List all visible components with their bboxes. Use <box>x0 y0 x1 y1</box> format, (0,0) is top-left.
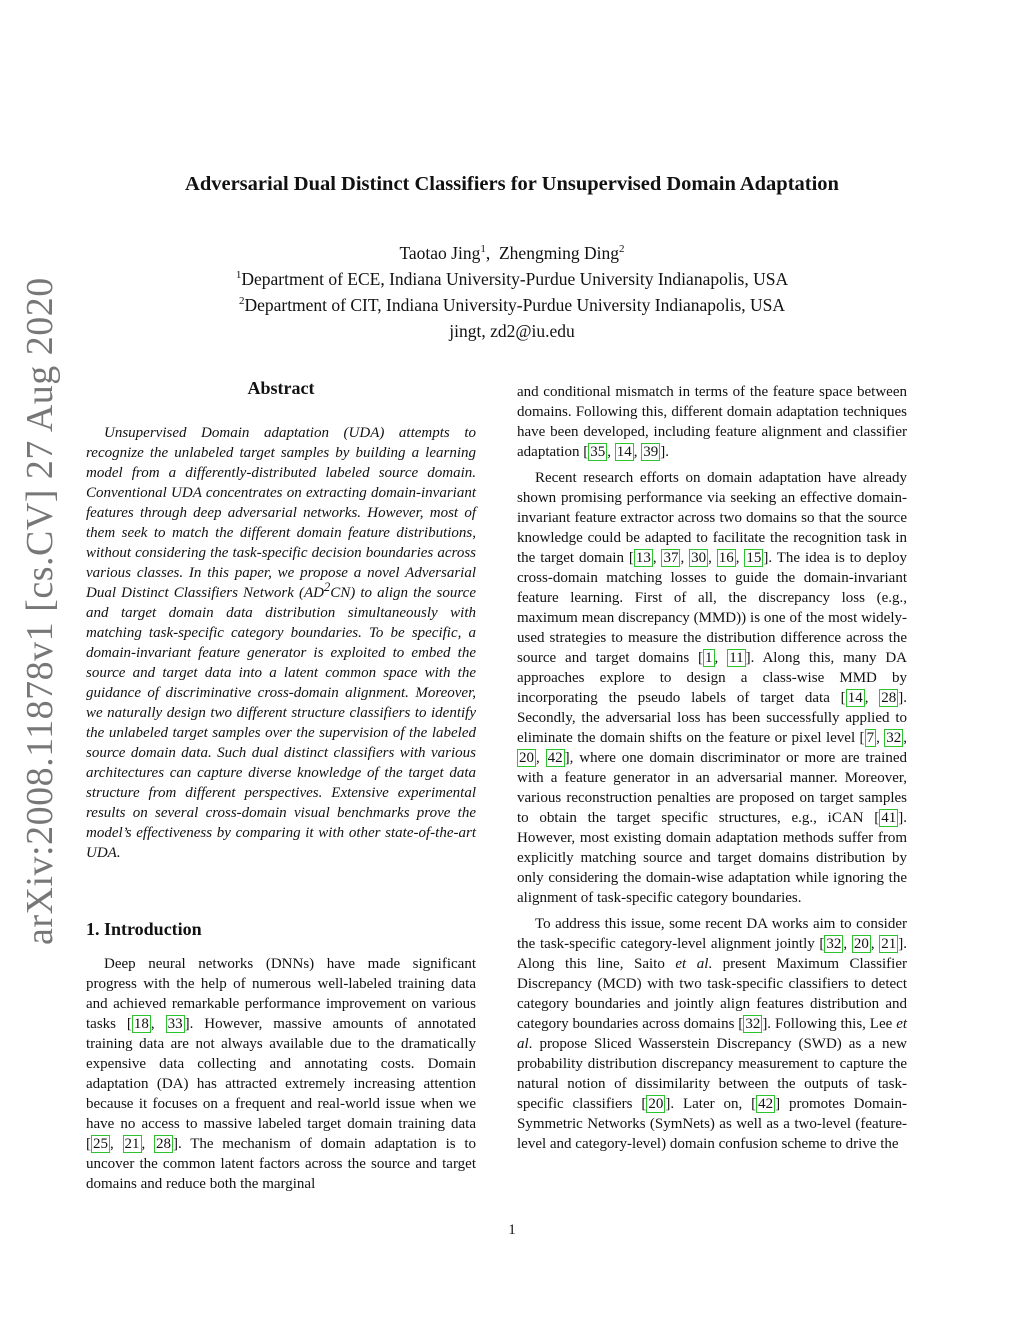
citation-link[interactable]: 42 <box>758 1096 774 1112</box>
author-1: Taotao Jing <box>399 243 481 263</box>
author-block <box>60 240 964 344</box>
section-heading-introduction: 1. Introduction <box>86 919 202 939</box>
citation-link[interactable]: 32 <box>826 936 842 952</box>
citation-link[interactable]: 37 <box>663 550 679 566</box>
citation-link[interactable]: 33 <box>167 1016 183 1032</box>
citation-link[interactable]: 35 <box>590 444 606 460</box>
citation-link[interactable]: 21 <box>881 936 897 952</box>
citation-link[interactable]: 14 <box>847 690 863 706</box>
citation-link[interactable]: 16 <box>718 550 734 566</box>
abstract-body: Unsupervised Domain adaptation (UDA) attempts to recognize the unlabeled target samples by building a learning model from a differently-distributed labeled source domain. Conventional UDA concentrates on extracting domain-invariant features through deep adversarial networks. However, most of them seek to match the different domain feature distributions, without considering the task-specific decision boundaries across various classes. In this paper, we propose a novel Adversarial Dual Distinct Classifiers Network $(AD^2CN)$ to align the source and target domain data distribution simultaneously with matching task-specific category boundaries. To be specific, a domain-invariant feature generator is exploited to embed the source and target data into a latent common space with the guidance of discriminative cross-domain alignment. Moreover, we naturally design two different structure classifiers to identify the unlabeled target samples over the supervision of the labeled source domain data. Such dual distinct classifiers with various architectures can capture diverse knowledge of the target data structure from different perspectives. Extensive experimental results on several cross-domain visual benchmarks prove the model’s effectiveness by comparing it with other state-of-the-art UDA. <box>86 425 476 861</box>
citation-link[interactable]: 15 <box>746 550 762 566</box>
author-2: Zhengming Ding <box>498 243 620 263</box>
introduction-text: Deep neural networks (DNNs) have made significant progress with the help of numerous well-labeled training data and achieved remarkable performance improvement on various tasks [ 18 , 33 ]. However, massive amounts of annotated training data are not always available due to the dramatically expensive data collecting and annotating costs. Domain adaptation (DA) has attracted extremely increasing attention because it focuses on a frequent and real-world issue when we have no access to massive labeled target domain training data [ 25 , 21 , 28 ]. The mechanism of domain adaptation is to uncover the common latent factors across the source and target domains and reduce both the marginal <box>86 956 476 1192</box>
citation-link[interactable]: 13 <box>635 550 651 566</box>
affiliation-2: $^2$Department of CIT, Indiana University-Purdue University Indianapolis, USA <box>238 295 786 315</box>
arxiv-stamp: arXiv:2008.11878v1 [cs.CV] 27 Aug 2020 <box>19 277 61 945</box>
author-1-sup: 1 <box>480 243 486 256</box>
citation-link[interactable]: 21 <box>124 1136 140 1152</box>
author-email: jingt, zd2@iu.edu <box>449 321 575 341</box>
citation-link[interactable]: 28 <box>156 1136 171 1152</box>
citation-link[interactable]: 20 <box>853 936 869 952</box>
citation-link[interactable]: 30 <box>691 550 707 566</box>
citation-link[interactable]: 41 <box>881 810 897 826</box>
citation-link[interactable]: 7 <box>866 730 875 746</box>
citation-link[interactable]: 20 <box>648 1096 664 1112</box>
citation-link[interactable]: 39 <box>643 444 659 460</box>
citation-link[interactable]: 20 <box>519 750 534 766</box>
author-2-sup: 2 <box>619 243 625 256</box>
right-column-text: and conditional mismatch in terms of the feature space between domains. Following this, different domain adaptation techniques have been developed, including feature alignment and classifier adaptation [ 35 , 14 , 39 ]. Recent research efforts on domain adaptation have already shown promising performance via seeking an effective domain-invariant feature extractor across two domains so that the source knowledge could be adapted to facilitate the recognition task in the target domain [ 13 , 37 , 30 , 16 , 15 ]. The idea is to deploy cross-domain matching losses to guide the domain-invariant feature learning. First of all, the discrepancy loss (e.g., maximum mean discrepancy (MMD)) is one of the most widely-used strategies to measure the distribution difference across the source and target domains [ 1 , 11 ]. Along this, many DA approaches explore to design a class-wise MMD by incorporating the pseudo labels of target data [ 14 , 28 ]. Secondly, the adversarial loss has been successfully applied to eliminate the domain shifts on the feature or pixel level [ 7 , 32 , 20 , 42 ], where one domain discriminator or more are trained with a feature generator in an adversarial manner. Moreover, various reconstruction penalties are proposed on target samples to obtain the target specific structures, e.g., iCAN [ 41 ]. However, most existing domain adaptation methods suffer from explicitly matching source and target domains distribution by only considering the domain-wise adaptation while ignoring the alignment of task-specific category boundaries. To address this issue, some recent DA works aim to consider the task-specific category-level alignment jointly [ 32 , 20 , 21 ]. Along this line, Saito et al. present Maximum Classifier Discrepancy (MCD) with two task-specific classifiers to detect category boundaries and jointly align features distribution and category boundaries across domains [ 32 ]. Following this, Lee et al. propose Sliced Wasserstein Discrepancy (SWD) as a new probability distribution discrepancy measurement to capture the natural notion of dissimilarity between the outputs of task-specific classifiers [ 20 ]. Later on, [ 42 ] promotes Domain-Symmetric Networks (SymNets) as well as a two-level (feature-level and category-level) domain confusion scheme to drive the <box>517 384 908 1152</box>
paper-title: Adversarial Dual Distinct Classifiers for Unsupervised Domain Adaptation <box>185 173 839 195</box>
citation-link[interactable]: 42 <box>547 750 563 766</box>
citation-link[interactable]: 18 <box>133 1016 149 1032</box>
citation-link[interactable]: 25 <box>93 1136 108 1152</box>
page-number: 1 <box>508 1222 516 1238</box>
citation-link[interactable]: 32 <box>745 1016 761 1032</box>
citation-link[interactable]: 28 <box>881 690 897 706</box>
author-line: Taotao Jing$^1$, Zhengming Ding$^2$ <box>399 243 625 263</box>
affiliation-1: $^1$Department of ECE, Indiana University-Purdue University Indianapolis, USA <box>235 269 789 289</box>
citation-link[interactable]: 1 <box>705 650 713 666</box>
citation-link[interactable]: 32 <box>886 730 902 746</box>
abstract-heading: Abstract <box>247 378 315 398</box>
citation-link[interactable]: 11 <box>729 650 744 666</box>
citation-link[interactable]: 14 <box>616 444 632 460</box>
